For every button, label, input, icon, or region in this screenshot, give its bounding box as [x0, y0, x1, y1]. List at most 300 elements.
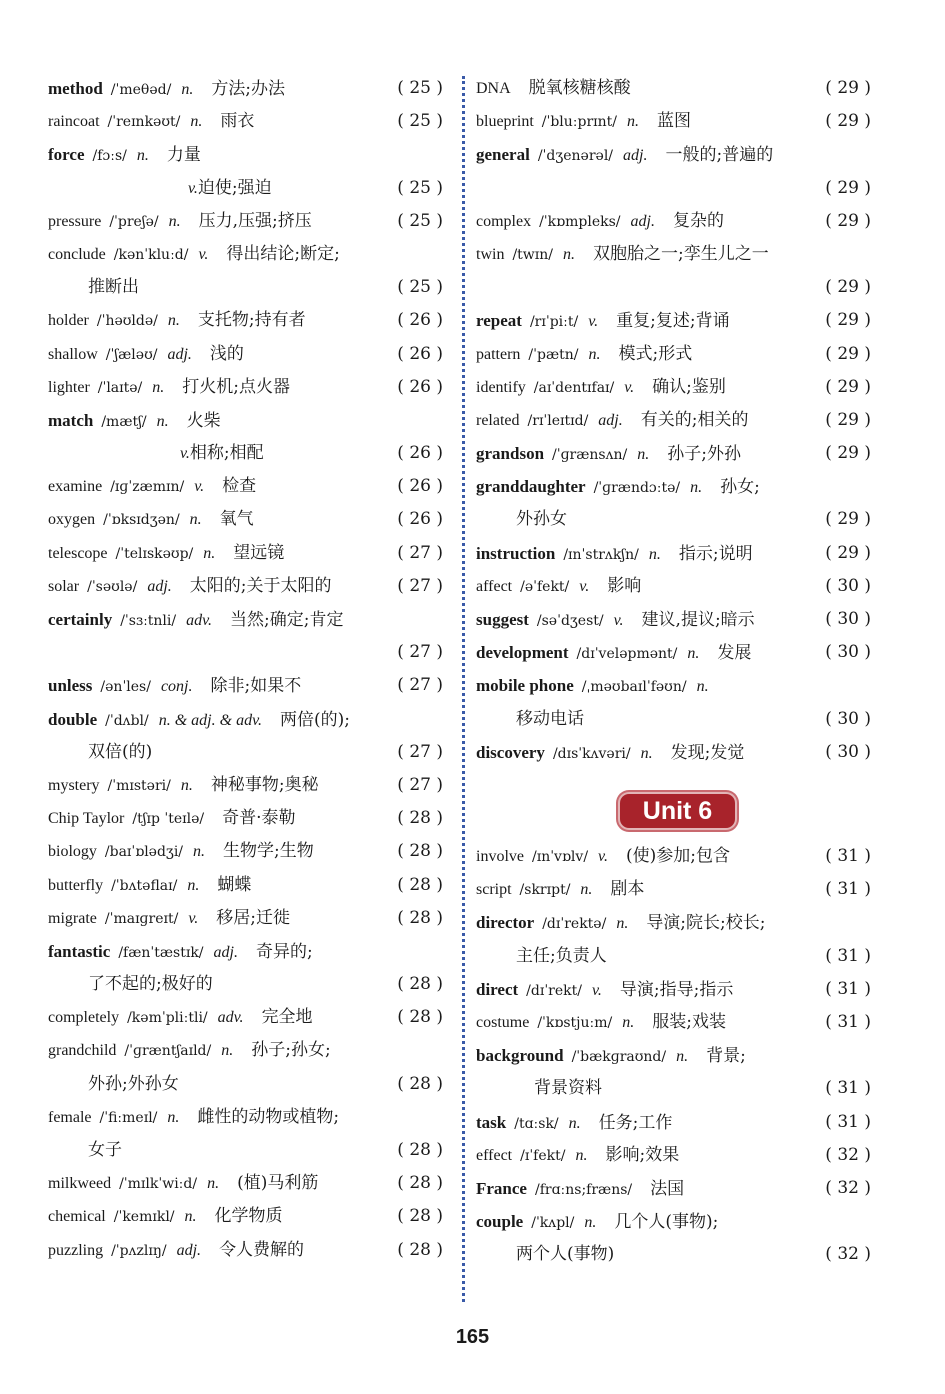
vocab-line [476, 1039, 871, 1072]
part-of-speech: n. [190, 113, 203, 131]
vocab-line [48, 1234, 443, 1267]
vocab-word: female [48, 1108, 92, 1126]
part-of-speech: v. [198, 245, 209, 263]
page-ref: ( 28 ) [397, 808, 443, 829]
meaning: 蝴蝶 [217, 874, 252, 895]
vocab-word: mystery [48, 776, 100, 794]
phonetic: /ɪnˈstrʌkʃn/ [563, 546, 639, 563]
page-ref: ( 27 ) [397, 642, 443, 663]
phonetic: /kəmˈpliːtli/ [127, 1010, 208, 1027]
phonetic: /dɪˈrekt/ [526, 982, 582, 999]
phonetic: /ˈlaɪtə/ [97, 379, 143, 396]
vocab-word: chemical [48, 1208, 106, 1226]
meaning: 服装;戏装 [652, 1011, 726, 1032]
phonetic: /ˈʃæləʊ/ [105, 346, 158, 363]
part-of-speech: n. & adj. & adv. [158, 711, 262, 729]
part-of-speech: n. [152, 378, 165, 396]
meaning: 主任;负责人 [516, 945, 607, 966]
vocab-line [48, 1167, 443, 1200]
phonetic: /ˈpreʃə/ [109, 213, 159, 230]
part-of-speech: n. [180, 776, 193, 794]
vocab-word: Chip Taylor [48, 810, 125, 828]
part-of-speech: n. [189, 511, 202, 529]
vocab-word: direct [476, 979, 519, 999]
vocab-line [48, 537, 443, 570]
vocab-line [48, 835, 443, 868]
page-ref: ( 26 ) [397, 443, 443, 464]
phonetic: /ˈreɪnkəʊt/ [107, 114, 181, 131]
meaning: 双胞胎之一;孪生儿之一 [593, 243, 769, 264]
page-ref: ( 29 ) [825, 310, 871, 331]
phonetic: /ˈkɒmpleks/ [539, 213, 621, 230]
part-of-speech: v. [188, 909, 199, 927]
vocab-line [476, 271, 871, 304]
phonetic: /mætʃ/ [101, 413, 147, 430]
part-of-speech: conj. [160, 678, 193, 696]
vocab-line [48, 371, 443, 404]
vocab-word: repeat [476, 311, 522, 331]
vocab-line [476, 1205, 871, 1238]
vocab-line [476, 636, 871, 669]
vocab-word: conclude [48, 245, 106, 263]
page-ref: ( 29 ) [825, 277, 871, 298]
phonetic: /twɪn/ [512, 246, 553, 263]
unit-badge: Unit 6 [620, 794, 735, 828]
vocab-word: France [476, 1178, 527, 1198]
meaning: 剧本 [610, 879, 645, 900]
vocab-word: mobile phone [476, 676, 574, 696]
phonetic: /ˈkʌpl/ [531, 1215, 575, 1232]
meaning: 生物学;生物 [223, 841, 314, 862]
page-ref: ( 25 ) [397, 277, 443, 298]
meaning: 浅的 [209, 343, 244, 364]
phonetic: /ɪɡˈzæmɪn/ [110, 479, 185, 496]
vocab-word: milkweed [48, 1175, 112, 1193]
part-of-speech: n. [637, 446, 650, 464]
phonetic: /fænˈtæstɪk/ [118, 944, 204, 961]
page-ref: ( 27 ) [397, 575, 443, 596]
page-ref: ( 29 ) [825, 443, 871, 464]
vocab-word: raincoat [48, 113, 100, 131]
page-ref: ( 31 ) [825, 879, 871, 900]
phonetic: /ˈmɪlkˈwiːd/ [119, 1176, 198, 1193]
vocab-line [48, 404, 443, 437]
meaning: 孙女; [720, 477, 760, 498]
part-of-speech: v. [613, 612, 624, 629]
vocab-line [476, 338, 871, 371]
vocab-word: involve [476, 848, 524, 865]
vocab-line [476, 603, 871, 636]
page-ref: ( 30 ) [825, 575, 871, 596]
page-ref: ( 31 ) [825, 945, 871, 966]
meaning: 法国 [650, 1178, 685, 1199]
vocab-line [48, 172, 443, 205]
vocab-line [48, 935, 443, 968]
phonetic: /ˈpætn/ [528, 346, 579, 363]
page-ref: ( 30 ) [825, 741, 871, 762]
page-ref: ( 31 ) [825, 1111, 871, 1132]
meaning: 完全地 [261, 1007, 313, 1028]
vocab-line [476, 304, 871, 337]
vocab-word: blueprint [476, 113, 534, 131]
part-of-speech: adv. [186, 612, 213, 629]
vocab-word: pattern [476, 345, 521, 363]
phonetic: /ˈkemɪkl/ [113, 1209, 175, 1226]
phonetic: /skrɪpt/ [519, 882, 571, 899]
vocab-word: completely [48, 1009, 120, 1027]
vocab-line [48, 902, 443, 935]
meaning: 支托物;持有者 [197, 310, 306, 331]
page-ref: ( 32 ) [825, 1244, 871, 1265]
meaning: 影响 [607, 575, 642, 596]
part-of-speech: n. [575, 1146, 588, 1164]
phonetic: /ˈɡrænsʌn/ [552, 447, 628, 464]
part-of-speech: v. [624, 378, 635, 396]
page-ref: ( 29 ) [825, 542, 871, 563]
meaning: 方法;办法 [211, 79, 286, 99]
page-ref: ( 26 ) [397, 376, 443, 397]
meaning: 建议,提议;暗示 [641, 610, 755, 630]
vocab-line [48, 205, 443, 238]
vocab-line [48, 1101, 443, 1134]
vocab-line [476, 669, 871, 702]
page-ref: ( 29 ) [825, 409, 871, 430]
vocab-line [476, 205, 871, 238]
meaning: 神秘事物;奥秘 [210, 774, 319, 795]
page-ref: ( 27 ) [397, 774, 443, 795]
page-ref: ( 32 ) [825, 1144, 871, 1165]
page-ref: ( 29 ) [825, 177, 871, 198]
vocab-word: force [48, 145, 85, 165]
meaning: 了不起的;极好的 [88, 974, 213, 995]
meaning: 重复;复述;背诵 [616, 311, 730, 332]
vocab-word: costume [476, 1013, 530, 1031]
phonetic: /frɑːns;fræns/ [534, 1181, 633, 1198]
phonetic: /ˈmeθəd/ [110, 82, 172, 98]
page-ref: ( 30 ) [825, 609, 871, 629]
meaning: 一般的;普遍的 [665, 145, 774, 166]
vocab-line [476, 72, 871, 105]
vocab-line [48, 437, 443, 470]
vocab-line [48, 238, 443, 271]
vocab-word: biology [48, 843, 97, 861]
vocab-line [48, 1034, 443, 1067]
page-ref: ( 28 ) [397, 1007, 443, 1028]
vocab-line [476, 1238, 871, 1271]
phonetic: /ˈpʌzlɪŋ/ [111, 1242, 167, 1259]
meaning: 发现;发觉 [670, 742, 745, 763]
meaning: 任务;工作 [598, 1112, 673, 1133]
right-column-bottom [476, 840, 871, 1271]
vocab-line [476, 437, 871, 470]
part-of-speech: v. [194, 478, 205, 496]
meaning: 有关的;相关的 [640, 409, 749, 430]
column-divider [462, 76, 465, 1302]
meaning: 移居;迁徙 [216, 907, 290, 928]
page-number: 165 [455, 1326, 490, 1348]
vocab-line [476, 1106, 871, 1139]
vocab-word: pressure [48, 212, 102, 230]
vocab-line [476, 1072, 871, 1105]
vocab-word: development [476, 643, 569, 663]
meaning: 蓝图 [657, 111, 691, 132]
page-ref: ( 29 ) [825, 78, 871, 98]
vocab-line [476, 1006, 871, 1039]
part-of-speech: n. [193, 843, 206, 861]
part-of-speech: n. [640, 744, 653, 762]
phonetic: /dɪsˈkʌvəri/ [552, 745, 631, 762]
vocab-word: grandson [476, 444, 545, 464]
vocab-line [48, 669, 443, 702]
page-ref: ( 25 ) [397, 210, 443, 231]
part-of-speech: n. [563, 245, 575, 263]
vocab-line [476, 503, 871, 536]
page-ref: ( 29 ) [825, 111, 871, 132]
part-of-speech: n. [203, 544, 216, 562]
vocab-line [476, 470, 871, 503]
vocab-word: suggest [476, 610, 529, 629]
vocab-word: grandchild [48, 1042, 117, 1060]
phonetic: /dɪˈrektə/ [542, 916, 607, 933]
left-column [48, 72, 443, 1267]
vocab-line [48, 338, 443, 371]
meaning: 打火机;点火器 [182, 376, 290, 397]
meaning: 除非;如果不 [210, 676, 302, 697]
meaning: 确认;鉴别 [652, 376, 726, 397]
meaning: 发展 [717, 643, 752, 664]
meaning: 两个人(事物) [516, 1244, 615, 1265]
meaning: 背景资料 [534, 1078, 602, 1099]
meaning: 氧气 [219, 509, 254, 530]
part-of-speech: n. [181, 81, 194, 98]
part-of-speech: adj. [213, 943, 238, 961]
meaning: 奇普·泰勒 [222, 808, 296, 829]
phonetic: /ˈbækɡraʊnd/ [571, 1049, 667, 1066]
page-ref: ( 26 ) [397, 509, 443, 530]
part-of-speech: v. [180, 445, 190, 463]
meaning: 移动电话 [516, 708, 584, 729]
meaning: 奇异的; [255, 941, 313, 962]
vocab-word: examine [48, 478, 103, 496]
part-of-speech: adj. [167, 345, 192, 363]
page-ref: ( 31 ) [825, 1011, 871, 1032]
meaning: 背景; [706, 1046, 746, 1067]
page-ref: ( 31 ) [825, 1078, 871, 1099]
page-ref: ( 26 ) [397, 343, 443, 364]
vocab-word: discovery [476, 742, 545, 762]
meaning: (使)参加;包含 [625, 846, 730, 866]
vocab-line [48, 470, 443, 503]
page-ref: ( 28 ) [397, 1206, 443, 1227]
vocab-line [476, 873, 871, 906]
phonetic: /baɪˈɒlədʒi/ [104, 844, 184, 861]
page-ref: ( 28 ) [397, 974, 443, 995]
meaning: 令人费解的 [219, 1239, 305, 1260]
phonetic: /dɪˈveləpmənt/ [576, 646, 678, 663]
vocab-word: complex [476, 212, 532, 230]
vocab-line [476, 1172, 871, 1205]
vocab-line [48, 769, 443, 802]
vocab-line [48, 138, 443, 171]
vocab-line [476, 736, 871, 769]
part-of-speech: n. [184, 1208, 197, 1226]
meaning: 几个人(事物); [614, 1212, 719, 1233]
phonetic: /ˈbluːprɪnt/ [541, 114, 617, 131]
page-ref: ( 26 ) [397, 310, 443, 331]
vocab-word: unless [48, 676, 93, 696]
vocab-word: holder [48, 312, 89, 330]
meaning: 导演;指导;指示 [619, 979, 734, 1000]
part-of-speech: n. [207, 1175, 220, 1193]
part-of-speech: adj. [176, 1241, 202, 1259]
part-of-speech: n. [622, 1013, 635, 1031]
vocab-word: migrate [48, 909, 97, 927]
vocab-word: twin [476, 245, 505, 263]
vocab-word: puzzling [48, 1241, 104, 1259]
phonetic: /ənˈles/ [100, 679, 151, 696]
page-ref: ( 27 ) [397, 542, 443, 563]
part-of-speech: adv. [217, 1009, 244, 1027]
page-ref: ( 29 ) [825, 343, 871, 364]
part-of-speech: n. [168, 212, 181, 230]
vocab-line [476, 570, 871, 603]
phonetic: /ˈsəʊlə/ [87, 578, 138, 595]
page-ref: ( 28 ) [397, 841, 443, 862]
vocab-line [48, 503, 443, 536]
part-of-speech: n. [648, 545, 661, 563]
page-ref: ( 31 ) [825, 978, 871, 999]
part-of-speech: adj. [598, 411, 623, 429]
page-ref: ( 25 ) [397, 78, 443, 98]
meaning: 脱氧核糖核酸 [528, 78, 631, 98]
vocab-line [48, 570, 443, 603]
phonetic: /ˈsɜːtnli/ [120, 613, 177, 629]
vocab-word: affect [476, 577, 513, 595]
meaning: 指示;说明 [678, 543, 753, 564]
vocab-word: couple [476, 1212, 524, 1232]
vocab-line [48, 1134, 443, 1167]
phonetic: /ˈhəʊldə/ [96, 313, 158, 330]
part-of-speech: v. [598, 848, 608, 865]
vocab-word: effect [476, 1146, 513, 1164]
phonetic: /ˈɒksɪdʒən/ [103, 512, 180, 529]
vocab-line [48, 869, 443, 902]
vocab-word: general [476, 145, 530, 165]
part-of-speech: n. [136, 147, 149, 165]
meaning: 得出结论;断定; [226, 243, 340, 264]
vocab-line [48, 304, 443, 337]
vocab-word: task [476, 1112, 507, 1132]
meaning: 检查 [222, 476, 257, 497]
phonetic: /ˈdʒenərəl/ [537, 148, 614, 165]
vocab-word: DNA [476, 80, 511, 97]
meaning: 迫使;强迫 [197, 177, 272, 198]
vocab-line [476, 840, 871, 873]
part-of-speech: n. [588, 345, 601, 363]
page-ref: ( 28 ) [397, 1073, 443, 1094]
page-ref: ( 26 ) [397, 476, 443, 497]
vocab-line [476, 906, 871, 939]
phonetic: /rɪˈpiːt/ [529, 314, 579, 331]
meaning: 推断出 [88, 277, 139, 298]
part-of-speech: n. [580, 881, 593, 899]
phonetic: /ˈtelɪskəʊp/ [115, 545, 194, 562]
phonetic: /ˈbʌtəflaɪ/ [111, 877, 178, 894]
vocab-word: identify [476, 378, 526, 396]
phonetic: /ˈdʌbl/ [105, 712, 149, 729]
page-ref: ( 28 ) [397, 1239, 443, 1260]
phonetic: /ɪnˈvɒlv/ [532, 849, 589, 865]
right-column-top [476, 72, 871, 769]
phonetic: /əˈfekt/ [520, 578, 570, 595]
phonetic: /ˈɡræntʃaɪld/ [124, 1043, 212, 1060]
phonetic: /ˈfiːmeɪl/ [99, 1109, 158, 1126]
vocab-line [476, 703, 871, 736]
meaning: 孙子;孙女; [251, 1040, 331, 1061]
part-of-speech: n. [627, 113, 639, 131]
vocab-word: certainly [48, 610, 113, 629]
phonetic: /ˈɡrændɔːtə/ [593, 480, 681, 497]
meaning: 两倍(的); [279, 709, 350, 730]
meaning: 复杂的 [672, 210, 724, 231]
phonetic: /ˈkɒstjuːm/ [537, 1014, 613, 1031]
meaning: 影响;效果 [605, 1144, 680, 1165]
part-of-speech: n. [156, 412, 169, 430]
page-ref: ( 25 ) [397, 177, 443, 198]
vocab-word: solar [48, 577, 80, 595]
vocab-line [48, 271, 443, 304]
vocab-word: related [476, 411, 520, 429]
vocab-word: background [476, 1046, 564, 1066]
part-of-speech: n. [167, 312, 180, 330]
vocab-word: lighter [48, 378, 90, 396]
vocab-word: butterfly [48, 876, 104, 894]
part-of-speech: n. [568, 1114, 581, 1132]
meaning: 雌性的动物或植物; [197, 1106, 340, 1127]
meaning: 孙子;外孙 [667, 444, 741, 465]
part-of-speech: adj. [147, 577, 172, 595]
vocab-line [48, 603, 443, 636]
part-of-speech: n. [687, 645, 700, 663]
part-of-speech: v. [188, 179, 198, 197]
meaning: 外孙女 [516, 509, 567, 530]
page-ref: ( 27 ) [397, 675, 443, 696]
part-of-speech: n. [187, 876, 200, 894]
phonetic: /səˈdʒest/ [536, 613, 604, 629]
vocab-word: oxygen [48, 511, 96, 529]
meaning: 化学物质 [214, 1206, 283, 1227]
meaning: 双倍(的) [88, 741, 153, 762]
page-ref: ( 28 ) [397, 1140, 443, 1160]
phonetic: /tʃɪp ˈteɪlə/ [132, 811, 205, 828]
part-of-speech: adj. [630, 212, 655, 230]
vocab-word: double [48, 709, 98, 729]
page-ref: ( 30 ) [825, 708, 871, 729]
vocab-line [476, 973, 871, 1006]
part-of-speech: v. [588, 313, 599, 331]
vocab-word: method [48, 79, 103, 98]
phonetic: /fɔːs/ [92, 148, 127, 165]
phonetic: /ˈmaɪɡreɪt/ [104, 910, 179, 927]
page-ref: ( 28 ) [397, 907, 443, 928]
part-of-speech: n. [676, 1048, 689, 1066]
meaning: 当然;确定;肯定 [230, 610, 344, 630]
vocab-word: director [476, 913, 535, 933]
vocab-line [48, 968, 443, 1001]
meaning: 外孙;外孙女 [88, 1073, 179, 1094]
part-of-speech: n. [616, 915, 629, 933]
vocab-line [48, 736, 443, 769]
